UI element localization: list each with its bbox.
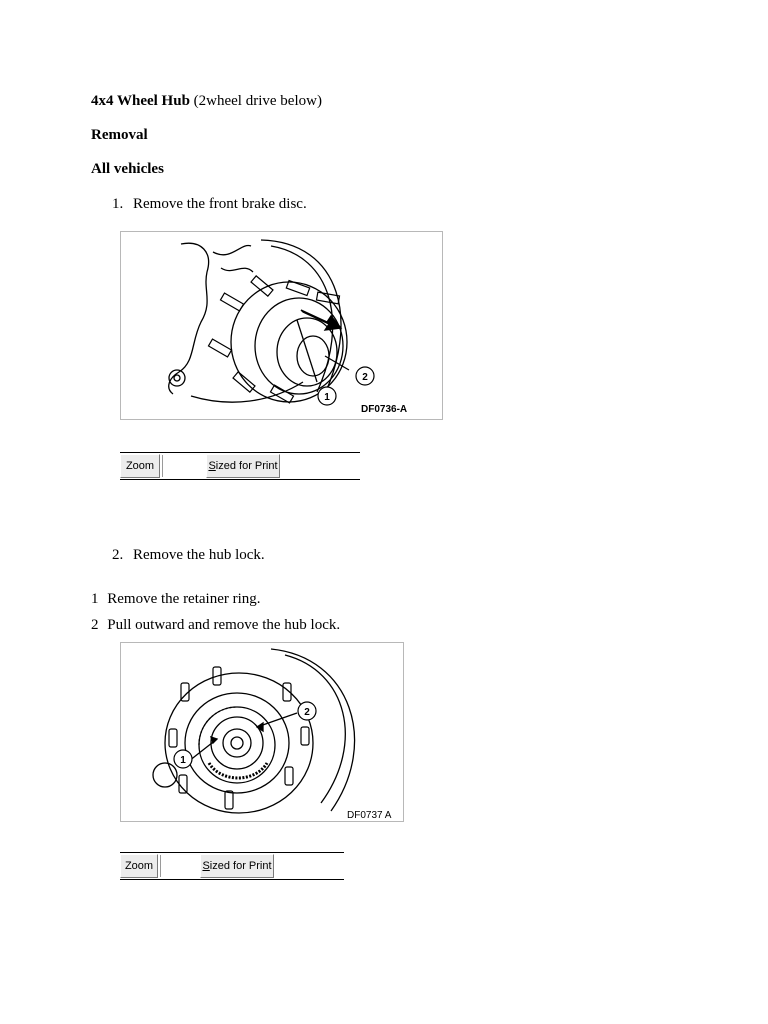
zoom-button[interactable] bbox=[120, 854, 158, 878]
page-title bbox=[91, 92, 322, 110]
section-heading: Removal bbox=[91, 127, 148, 143]
zoom-button-label: Zoom bbox=[124, 860, 154, 872]
sized-for-print-accesskey: S bbox=[208, 460, 216, 472]
sized-for-print-accesskey: S bbox=[202, 860, 210, 872]
figure-code: DF0736-A bbox=[361, 404, 408, 415]
substep-text: Pull outward and remove the hub lock. bbox=[107, 617, 341, 633]
figure-hub-lock bbox=[120, 642, 404, 822]
step-text: Remove the front brake disc. bbox=[133, 196, 307, 212]
callout-2 bbox=[298, 702, 316, 720]
figure-code: DF0737 A bbox=[347, 810, 392, 821]
callout-2-label: 2 bbox=[304, 707, 310, 718]
substep-text: Remove the retainer ring. bbox=[107, 591, 261, 607]
figure-brake-disc bbox=[120, 231, 443, 420]
figure-2-toolbar bbox=[120, 852, 344, 880]
step-text: Remove the hub lock. bbox=[133, 547, 265, 563]
toolbar-divider bbox=[160, 855, 161, 877]
substep-number: 2 bbox=[91, 617, 99, 633]
sized-for-print-button[interactable] bbox=[206, 454, 280, 478]
step-number: 2. bbox=[112, 547, 124, 563]
zoom-button[interactable] bbox=[120, 454, 160, 478]
substep-1 bbox=[91, 590, 261, 608]
step-2 bbox=[112, 546, 265, 564]
subsection-heading: All vehicles bbox=[91, 161, 164, 177]
page-title-bold: 4x4 Wheel Hub bbox=[91, 93, 190, 109]
callout-1 bbox=[174, 750, 192, 768]
figure-1-toolbar bbox=[120, 452, 360, 480]
figure-hub-lock-drawing bbox=[121, 643, 403, 821]
page-title-note: (2wheel drive below) bbox=[189, 93, 322, 109]
callout-1-label: 1 bbox=[324, 392, 330, 403]
callout-1-label: 1 bbox=[180, 755, 186, 766]
callout-2 bbox=[356, 367, 374, 385]
sized-for-print-label: ized for Print bbox=[209, 860, 272, 872]
sized-for-print-button[interactable] bbox=[200, 854, 274, 878]
substep-number: 1 bbox=[91, 591, 99, 607]
callout-2-label: 2 bbox=[362, 372, 368, 383]
toolbar-divider bbox=[162, 455, 163, 477]
substep-2 bbox=[91, 616, 340, 634]
zoom-button-label: Zoom bbox=[125, 460, 155, 472]
callout-1 bbox=[318, 387, 336, 405]
step-1 bbox=[112, 195, 307, 213]
figure-brake-disc-drawing bbox=[121, 232, 442, 419]
sized-for-print-label: ized for Print bbox=[215, 460, 278, 472]
step-number: 1. bbox=[112, 196, 124, 212]
